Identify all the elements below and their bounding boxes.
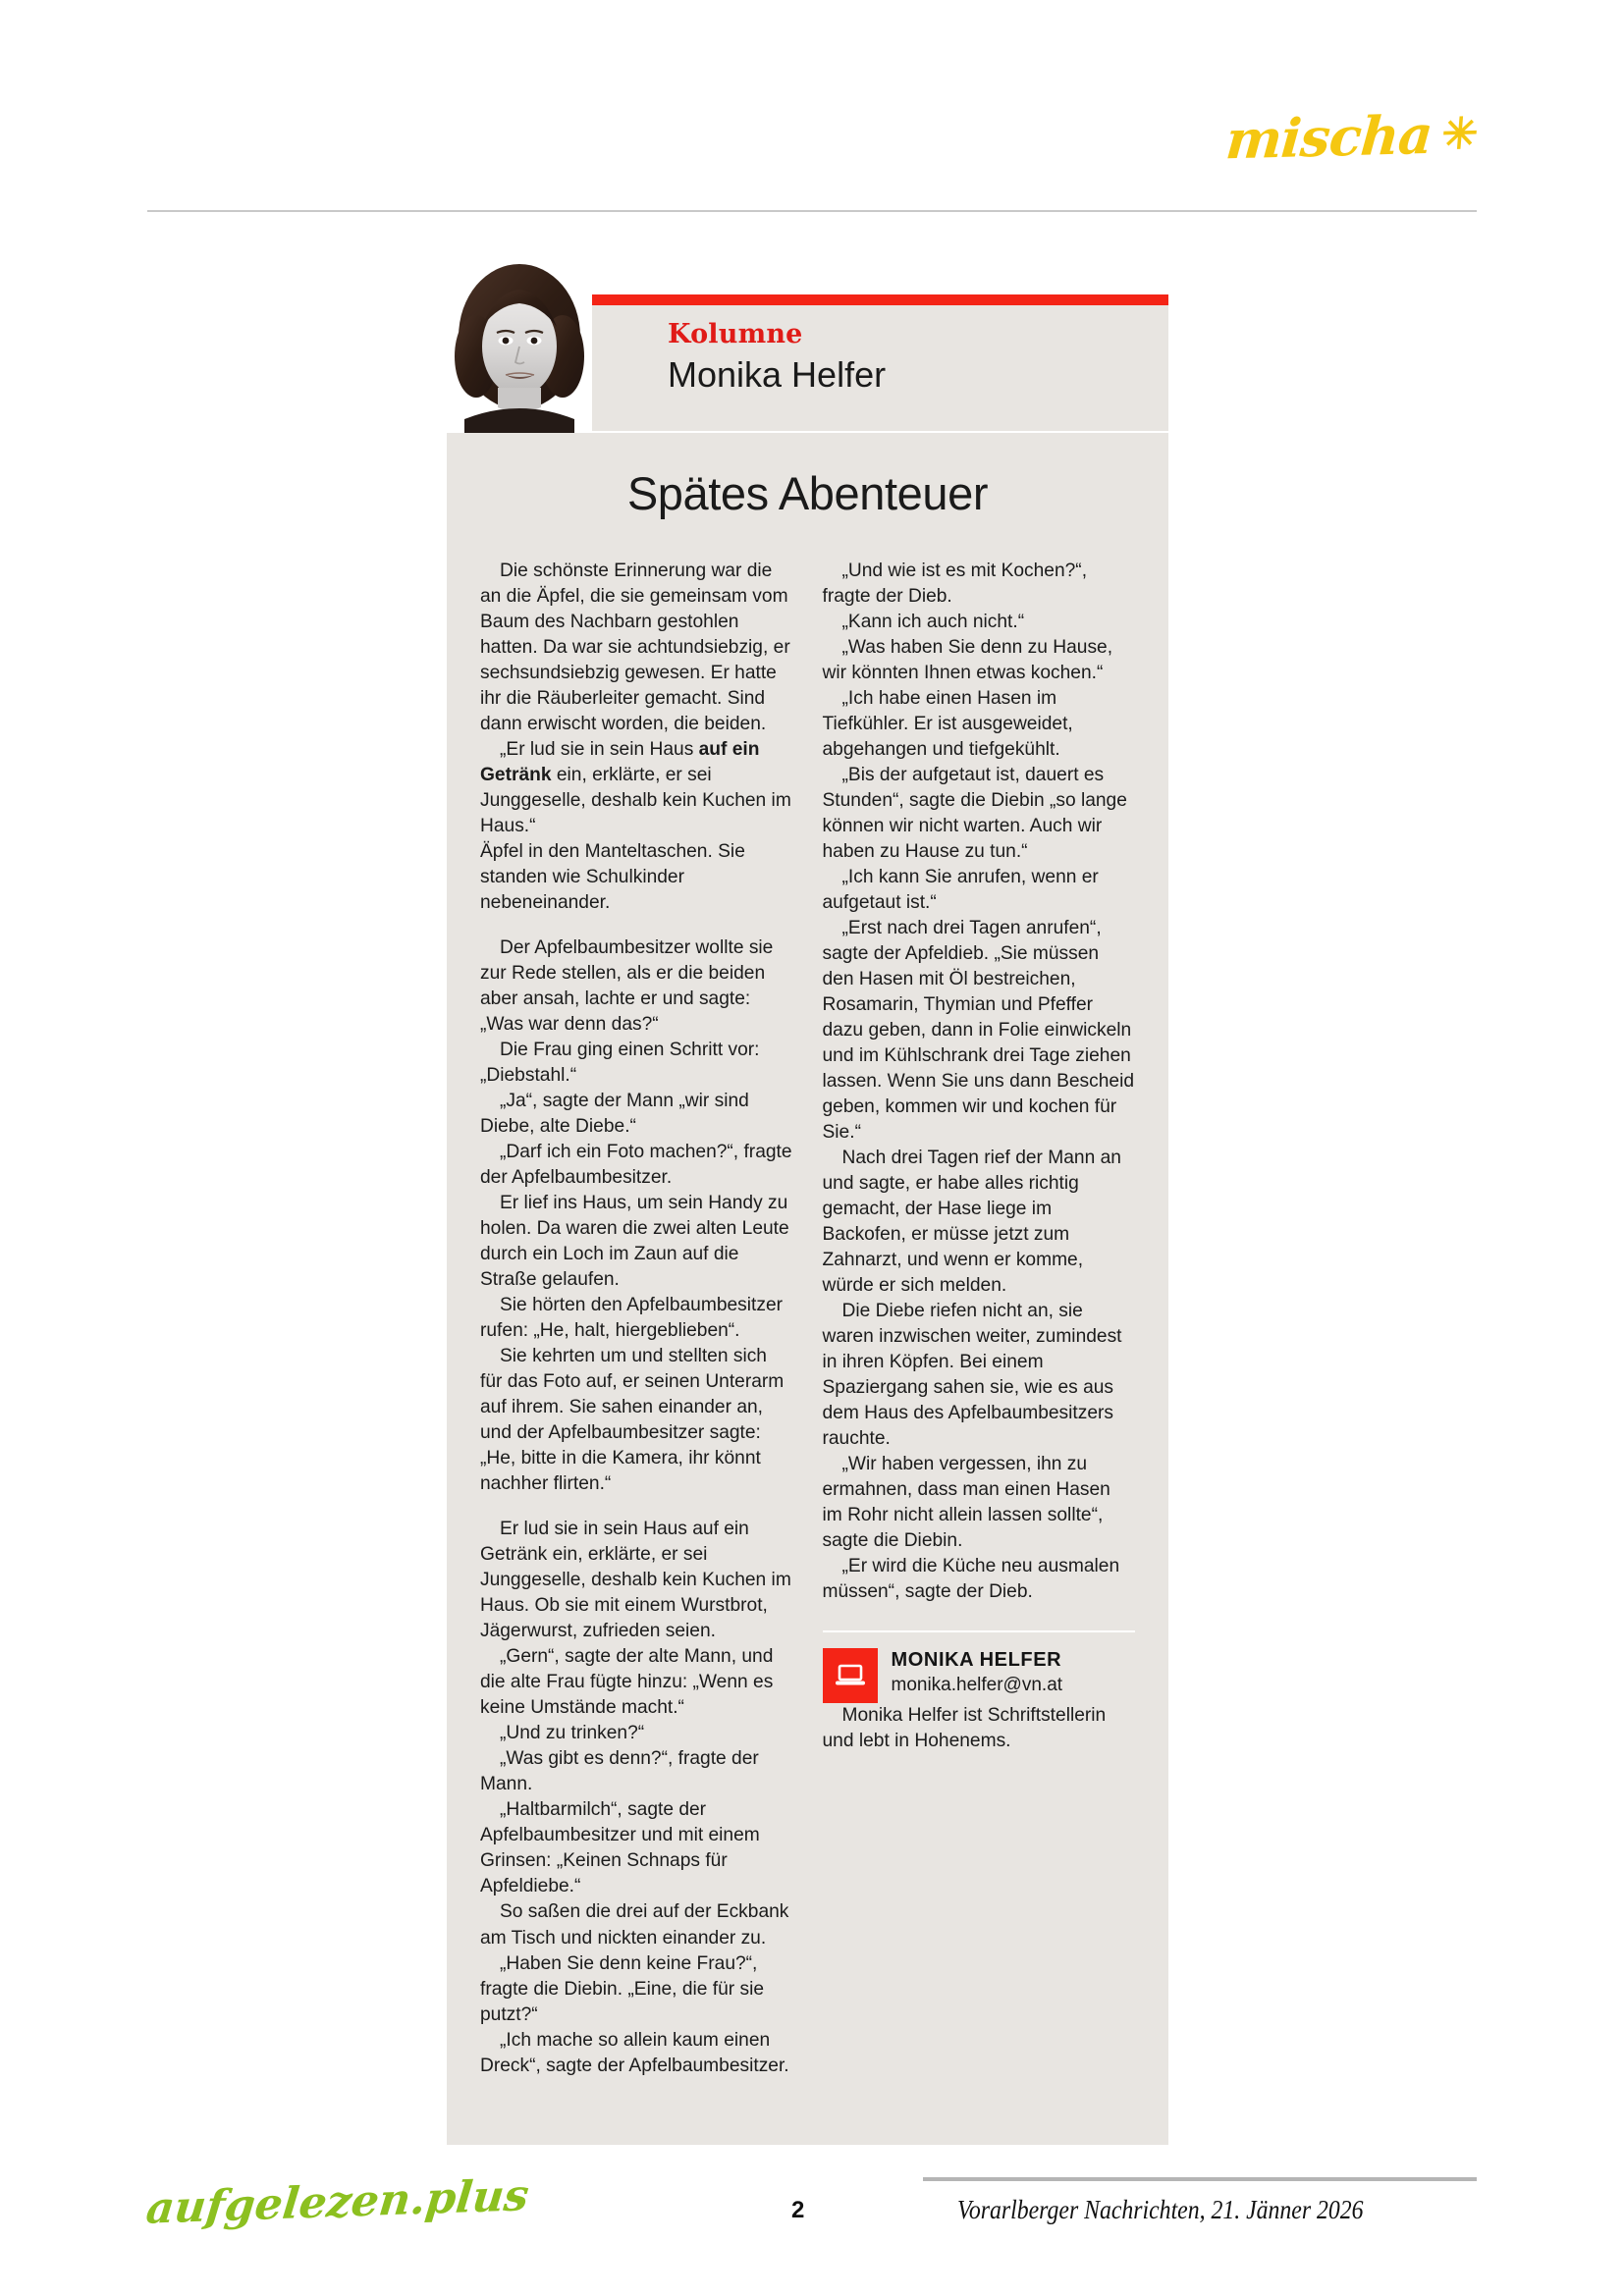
paragraph: Er lud sie in sein Haus auf ein Getränk ein, erklärte, er sei Junggeselle, deshalb kein Kuchen im Haus. Ob sie mit einem Wurstbrot, Jägerwurst, zufrieden seien.: [480, 1519, 791, 1642]
byline-bio: Monika Helfer ist Schriftstellerin und lebt in Hohenems.: [822, 1705, 1107, 1752]
publication-source: Vorarlberger Nachrichten, 21. Jänner 2026: [957, 2195, 1364, 2224]
paragraph: „Wir haben vergessen, ihn zu ermahnen, dass man einen Hasen im Rohr nicht allein lassen sollte“, sagte die Diebin.: [822, 1454, 1110, 1552]
paragraph: „Erst nach drei Tagen anrufen“, sagte der Apfeldieb. „Sie müssen den Hasen mit Öl bestreichen, Rosamarin, Thymian und Pfeffer dazu geben, dann in Folie einwickeln und im Kühlschrank drei Tage ziehen lassen. Wenn Sie uns dann Bescheid geben, kommen wir und kochen für Sie.“: [822, 917, 1135, 1144]
author-portrait: [447, 219, 592, 433]
paragraph: „Und wie ist es mit Kochen?“, fragte der Dieb.: [822, 560, 1088, 607]
header-underline: [592, 431, 1168, 433]
laptop-icon: [823, 1648, 878, 1703]
pull-quote-lead: „Er lud sie in sein Haus: [500, 738, 699, 760]
author-byline-box: [823, 1630, 1136, 1754]
paragraph: Er lief ins Haus, um sein Handy zu holen. Da waren die zwei alten Leute durch ein Loch im Zaun auf die Straße gelaufen.: [480, 1193, 789, 1291]
paragraph: „Ich kann Sie anrufen, wenn er aufgetaut ist.“: [822, 866, 1099, 913]
paragraph: „Kann ich auch nicht.“: [841, 611, 1025, 632]
paragraph: „Haben Sie denn keine Frau?“, fragte die Diebin. „Eine, die für sie putzt?“: [480, 1952, 765, 2025]
paragraph: „Bis der aufgetaut ist, dauert es Stunden“, sagte die Diebin „so lange können wir nicht warten. Auch wir haben zu Hause zu tun.“: [822, 764, 1127, 862]
pull-quote-tail: ein, erklärte, er sei Junggeselle, deshalb kein Kuchen im Haus.“: [480, 764, 791, 836]
paragraph: So saßen die drei auf der Eckbank am Tisch und nickten einander zu.: [480, 1901, 789, 1949]
paragraph: „Ja“, sagte der Mann „wir sind Diebe, alte Diebe.“: [480, 1091, 749, 1138]
mischa-logo-text: mischa: [1223, 102, 1435, 172]
header-divider: [147, 210, 1477, 212]
paragraph: „Darf ich ein Foto machen?“, fragte der Apfelbaumbesitzer.: [480, 1142, 792, 1189]
pull-quote: [480, 737, 793, 839]
article-card: [447, 294, 1168, 2145]
paragraph: Die schönste Erinnerung war die an die Äpfel, die sie gemeinsam vom Baum des Nachbarn gestohlen hatten. Da war sie achtundsiebzig, er sechsundsiebzig gewesen. Er hatte ihr die Räuberleiter gemacht. Sind dann erwischt worden, die beiden.: [480, 560, 790, 734]
footer-divider: [923, 2177, 1477, 2181]
paragraph: Der Apfelbaumbesitzer wollte sie zur Rede stellen, als er die beiden aber ansah, lachte er und sagte: „Was war denn das?“: [480, 936, 774, 1035]
paragraph: „Haltbarmilch“, sagte der Apfelbaumbesitzer und mit einem Grinsen: „Keinen Schnaps für Apfeldiebe.“: [480, 1799, 760, 1897]
paragraph: Die Diebe riefen nicht an, sie waren inzwischen weiter, zumindest in ihren Köpfen. Bei einem Spaziergang sahen sie, wie es aus dem Haus des Apfelbaumbesitzers rauchte.: [822, 1301, 1122, 1450]
paragraph: Sie hörten den Apfelbaumbesitzer rufen: „He, halt, hiergeblieben“.: [480, 1295, 783, 1342]
paragraph: „Ich habe einen Hasen im Tiefkühler. Er ist ausgeweidet, abgehangen und tiefgekühlt.: [822, 687, 1073, 760]
aufgelezen-plus-logo: aufgelezen.plus: [143, 2170, 531, 2234]
paragraph: „Er wird die Küche neu ausmalen müssen“, sagte der Dieb.: [822, 1556, 1120, 1603]
byline-email-link[interactable]: monika.helfer@vn.at: [891, 1675, 1063, 1696]
brand-header: [1123, 102, 1480, 172]
page-number: 2: [791, 2197, 805, 2223]
pull-quote-emphasis: auf ein Getränk: [480, 738, 760, 785]
article-columns: [480, 559, 1135, 2119]
paragraph: „Und zu trinken?“: [500, 1723, 645, 1744]
paragraph: Sie kehrten um und stellten sich für das Foto auf, er seinen Unterarm auf ihrem. Sie sahen einander an, und der Apfelbaumbesitzer sagte: „He, bitte in die Kamera, ihr könnt nachher flirten.“: [480, 1346, 785, 1495]
asterisk-icon: ✳: [1439, 108, 1480, 160]
byline-author-name: MONIKA HELFER: [891, 1649, 1062, 1672]
paragraph: „Was gibt es denn?“, fragte der Mann.: [480, 1748, 759, 1795]
column-header: [447, 305, 1168, 433]
page-title: Spätes Abenteuer: [626, 467, 989, 519]
paragraph: „Was haben Sie denn zu Hause, wir könnten Ihnen etwas kochen.“: [822, 636, 1113, 683]
paragraph: Die Frau ging einen Schritt vor: „Diebstahl.“: [480, 1039, 760, 1086]
paragraph: „Gern“, sagte der alte Mann, und die alte Frau fügte hinzu: „Wenn es keine Umstände macht.“: [480, 1646, 774, 1719]
column-label: Kolumne: [668, 319, 803, 349]
mischa-logo: [1223, 102, 1480, 172]
paragraph: „Ich mache so allein kaum einen Dreck“, sagte der Apfelbaumbesitzer.: [480, 2029, 789, 2076]
column-author-name: Monika Helfer: [668, 354, 887, 396]
paragraph: Nach drei Tagen rief der Mann an und sagte, er habe alles richtig gemacht, der Hase liege im Backofen, er müsse jetzt zum Zahnarzt, und wenn er komme, würde er sich melden.: [822, 1148, 1121, 1297]
paragraph: Äpfel in den Manteltaschen. Sie standen wie Schulkinder nebeneinander.: [480, 840, 745, 913]
article-body: [447, 433, 1168, 2145]
